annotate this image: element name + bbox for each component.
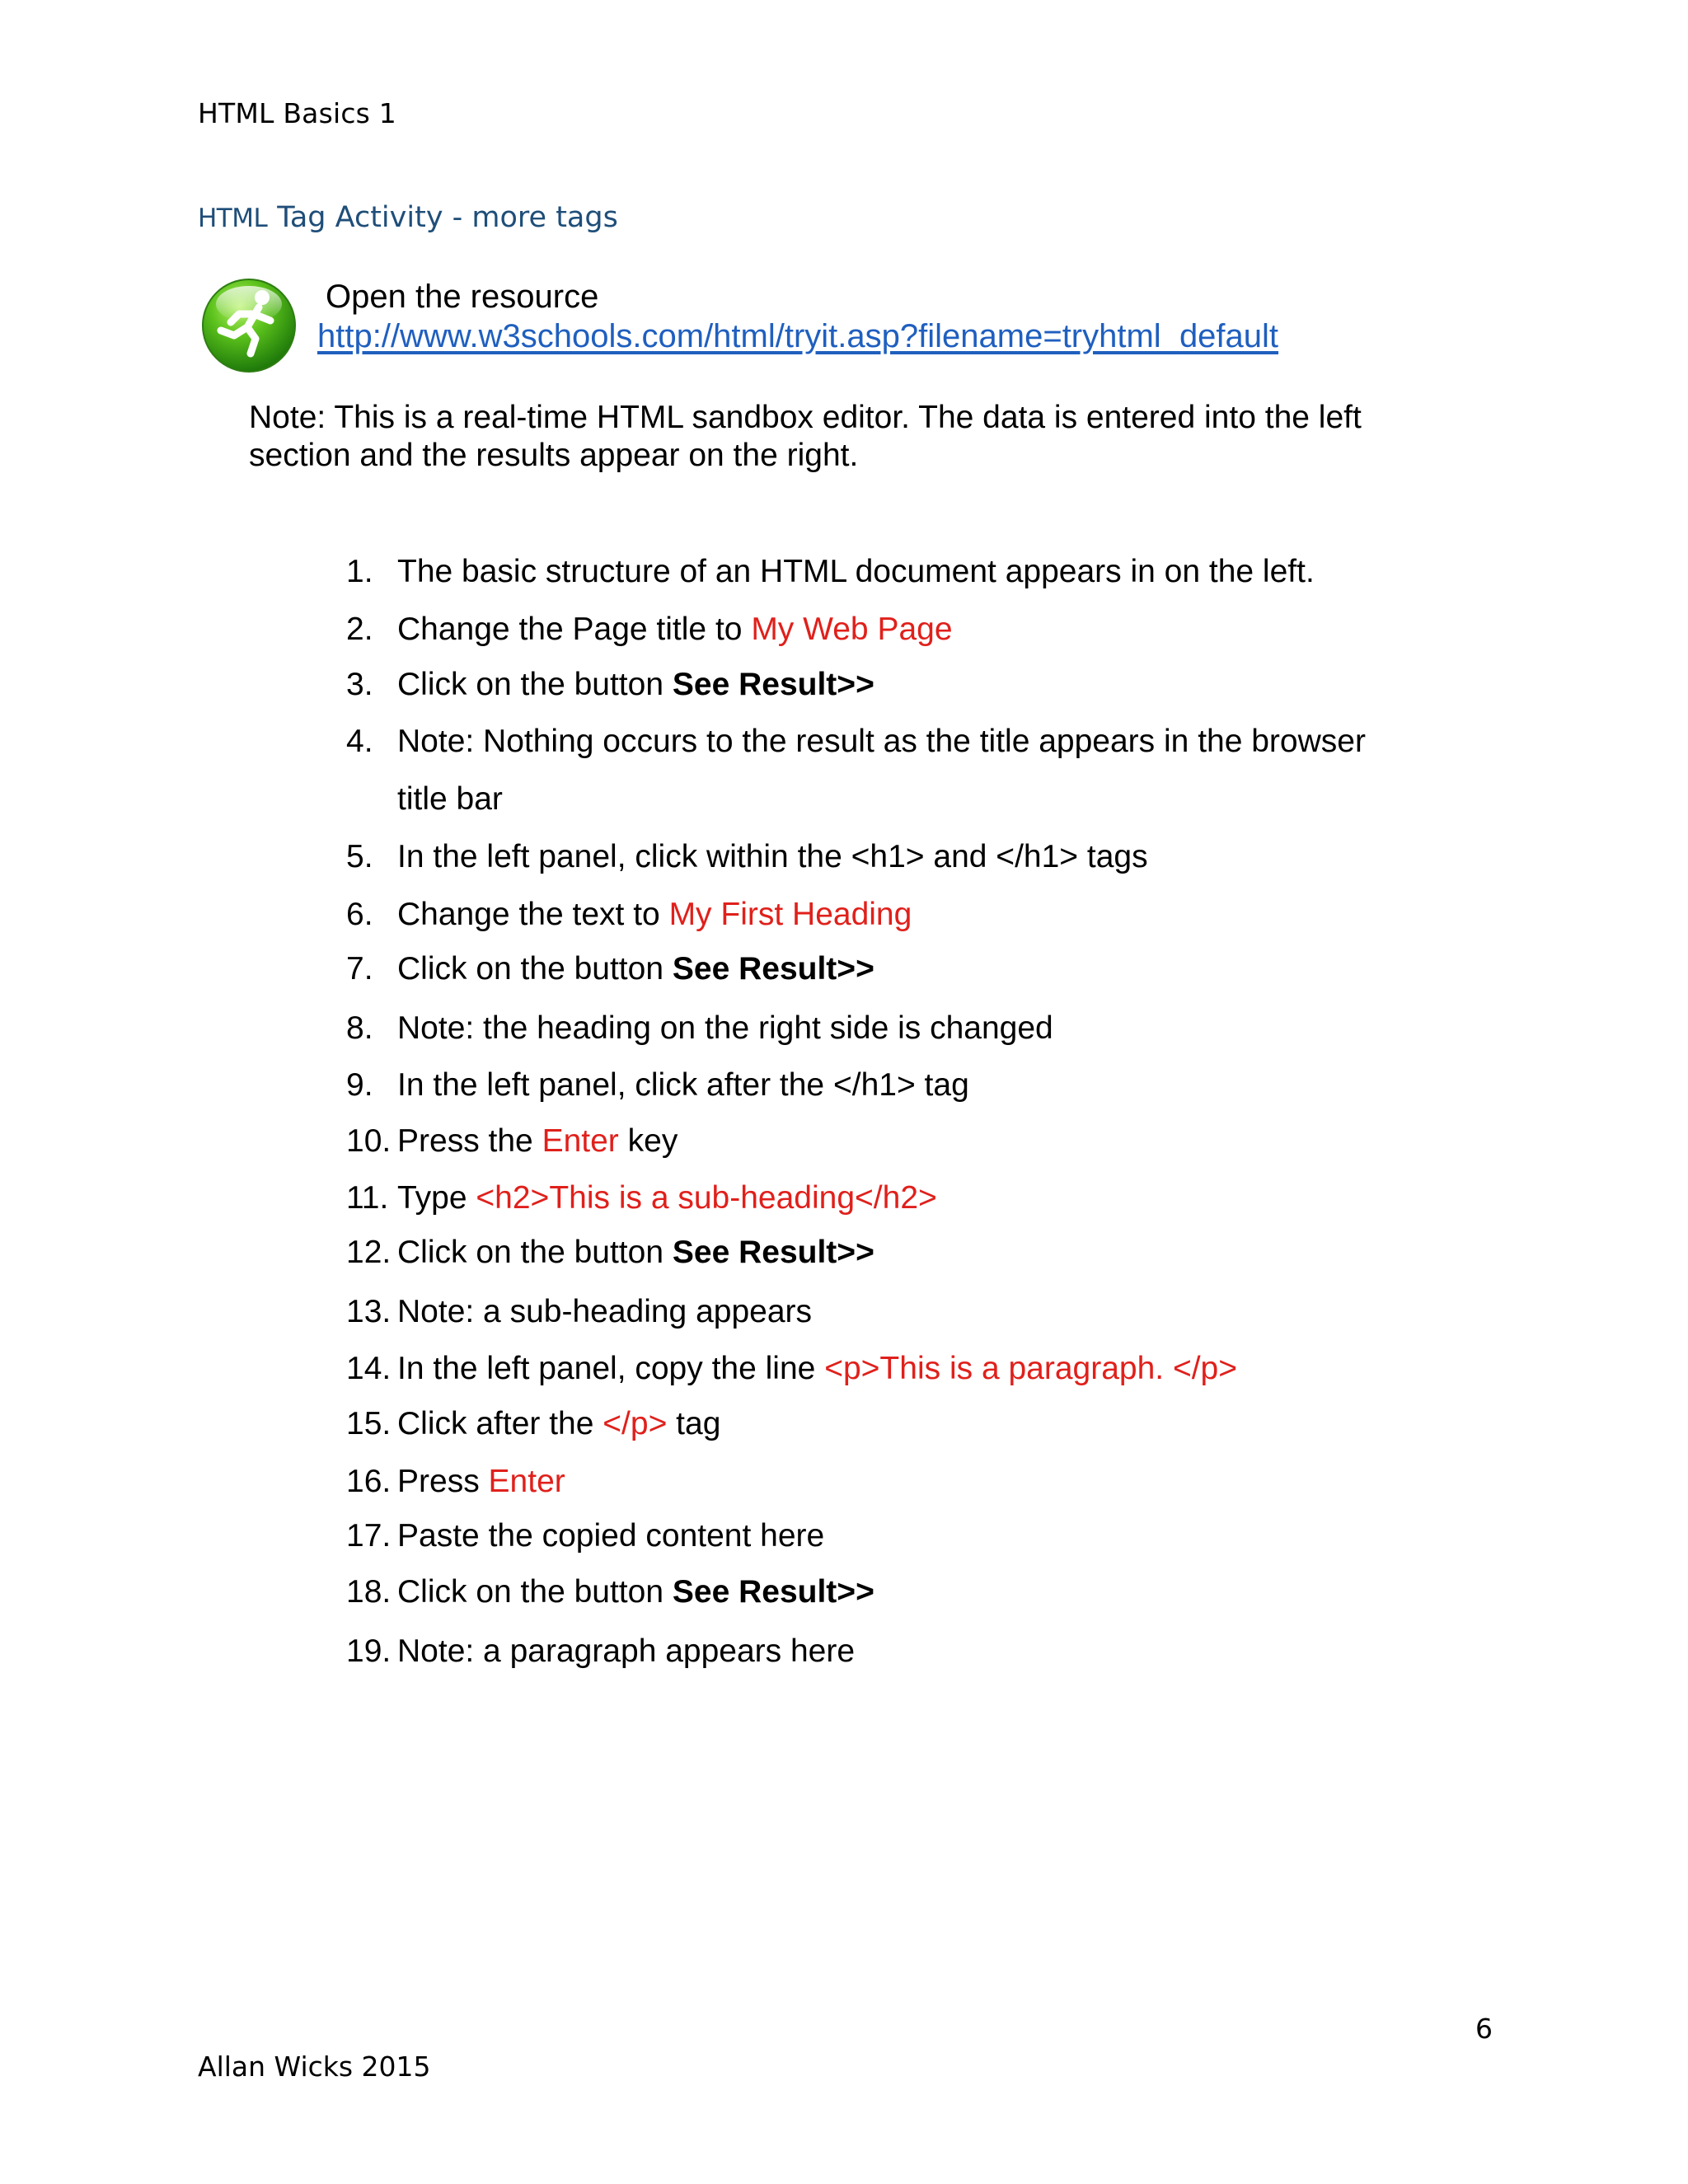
step-text (397, 1123, 678, 1159)
step-text (397, 1010, 1053, 1046)
list-item (346, 1404, 720, 1444)
step-text-main: In the left panel, click after the </h1> tag (397, 1067, 969, 1103)
step-number: 16. (346, 1464, 392, 1499)
step-number: 17. (346, 1518, 392, 1554)
step-number: 14. (346, 1351, 392, 1386)
step-text-main: Note: the heading on the right side is changed (397, 1010, 1053, 1046)
list-item (346, 610, 953, 649)
step-highlight: <p>This is a paragraph. </p> (824, 1351, 1238, 1386)
step-text-main: Press (397, 1464, 489, 1499)
section-heading-prefix: HTML (198, 204, 268, 233)
step-text (397, 951, 874, 987)
step-text (397, 1294, 812, 1329)
step-text (397, 1518, 824, 1554)
step-text-main: Note: a paragraph appears here (397, 1633, 856, 1669)
step-highlight: My Web Page (751, 612, 953, 647)
step-button-name: See Result>> (672, 951, 874, 987)
note-line-2: section and the results appear on the right. (249, 438, 859, 473)
step-text-main: Type (397, 1180, 476, 1216)
step-text-main: Click on the button (397, 667, 673, 702)
step-text (397, 1067, 969, 1103)
step-text-main: Click after the (397, 1406, 603, 1441)
step-highlight: My First Heading (668, 897, 912, 932)
step-text (397, 612, 953, 647)
list-item (346, 895, 912, 935)
list-item (346, 1572, 874, 1612)
step-text-main: The basic structure of an HTML document appears in on the left. (397, 554, 1315, 589)
step-number: 5. (346, 839, 373, 874)
step-text-main: Click on the button (397, 1574, 673, 1610)
step-number: 2. (346, 612, 373, 647)
list-item (346, 1349, 1237, 1389)
step-number: 9. (346, 1067, 373, 1103)
step-highlight: </p> (603, 1406, 668, 1441)
step-number: 13. (346, 1294, 392, 1329)
step-number: 8. (346, 1010, 373, 1046)
step-text-main: Note: a sub-heading appears (397, 1294, 813, 1329)
list-item (346, 837, 1148, 877)
step-highlight: <h2>This is a sub-heading</h2> (476, 1180, 937, 1216)
step-number: 3. (346, 667, 373, 702)
step-text (397, 724, 1366, 759)
step-text (397, 667, 874, 702)
step-text (397, 839, 1148, 874)
step-number: 10. (346, 1123, 392, 1159)
running-man-icon (201, 278, 297, 373)
step-text (397, 1406, 720, 1441)
step-text (397, 554, 1315, 589)
list-item (346, 665, 874, 705)
step-number: 12. (346, 1235, 392, 1270)
step-text (397, 1464, 565, 1499)
step-highlight: Enter (488, 1464, 565, 1499)
step-text-tail: key (618, 1123, 678, 1159)
list-item (346, 1292, 812, 1332)
step-number: 1. (346, 554, 373, 589)
step-text-main: Click on the button (397, 951, 673, 987)
note-paragraph (249, 399, 1436, 475)
step-text-main: In the left panel, click within the <h1> and </h1> tags (397, 839, 1148, 874)
footer-author: Allan Wicks 2015 (198, 2050, 431, 2083)
step-button-name: See Result>> (672, 1235, 874, 1270)
section-heading (198, 201, 618, 234)
step-button-name: See Result>> (672, 667, 874, 702)
list-item (346, 1009, 1053, 1048)
step-number: 19. (346, 1633, 392, 1669)
list-item (346, 1516, 824, 1556)
step-number: 11. (346, 1180, 389, 1216)
step-text (397, 1574, 874, 1610)
step-number: 7. (346, 951, 373, 987)
note-line-1: Note: This is a real-time HTML sandbox editor. The data is entered into the left (249, 400, 1362, 435)
step-text (397, 1180, 937, 1216)
step-text-tail: tag (667, 1406, 721, 1441)
section-heading-title: Tag Activity - more tags (277, 201, 618, 234)
step-text-main: Note: Nothing occurs to the result as the title appears in the browser (397, 724, 1366, 759)
list-item (346, 1179, 937, 1218)
step-text-main: Change the Page title to (397, 612, 752, 647)
list-item (346, 949, 874, 989)
open-resource-text: Open the resource (326, 279, 599, 315)
step-highlight: Enter (542, 1123, 619, 1159)
step-text-main: Change the text to (397, 897, 669, 932)
step-text-main: Press the (397, 1123, 542, 1159)
step-number: 6. (346, 897, 373, 932)
step-text (397, 1235, 874, 1270)
step-number: 18. (346, 1574, 392, 1610)
list-item (346, 1632, 855, 1671)
list-item (346, 1233, 874, 1272)
step-text-main: Click on the button (397, 1235, 673, 1270)
list-item (346, 1066, 969, 1105)
step-text (397, 897, 912, 932)
step-continuation: title bar (397, 781, 503, 817)
step-button-name: See Result>> (672, 1574, 874, 1610)
step-number: 15. (346, 1406, 392, 1441)
step-number: 4. (346, 724, 373, 759)
page-number: 6 (1475, 2013, 1493, 2045)
list-item (346, 1462, 565, 1502)
list-item (346, 552, 1315, 592)
list-item (346, 1122, 678, 1161)
running-header: HTML Basics 1 (198, 97, 396, 129)
step-text-main: In the left panel, copy the line (397, 1351, 825, 1386)
step-text (397, 1351, 1237, 1386)
resource-link[interactable]: http://www.w3schools.com/html/tryit.asp?filename=tryhtml_default (317, 318, 1279, 354)
step-text-main: Paste the copied content here (397, 1518, 825, 1554)
list-item (346, 722, 1366, 819)
step-text (397, 1633, 855, 1669)
